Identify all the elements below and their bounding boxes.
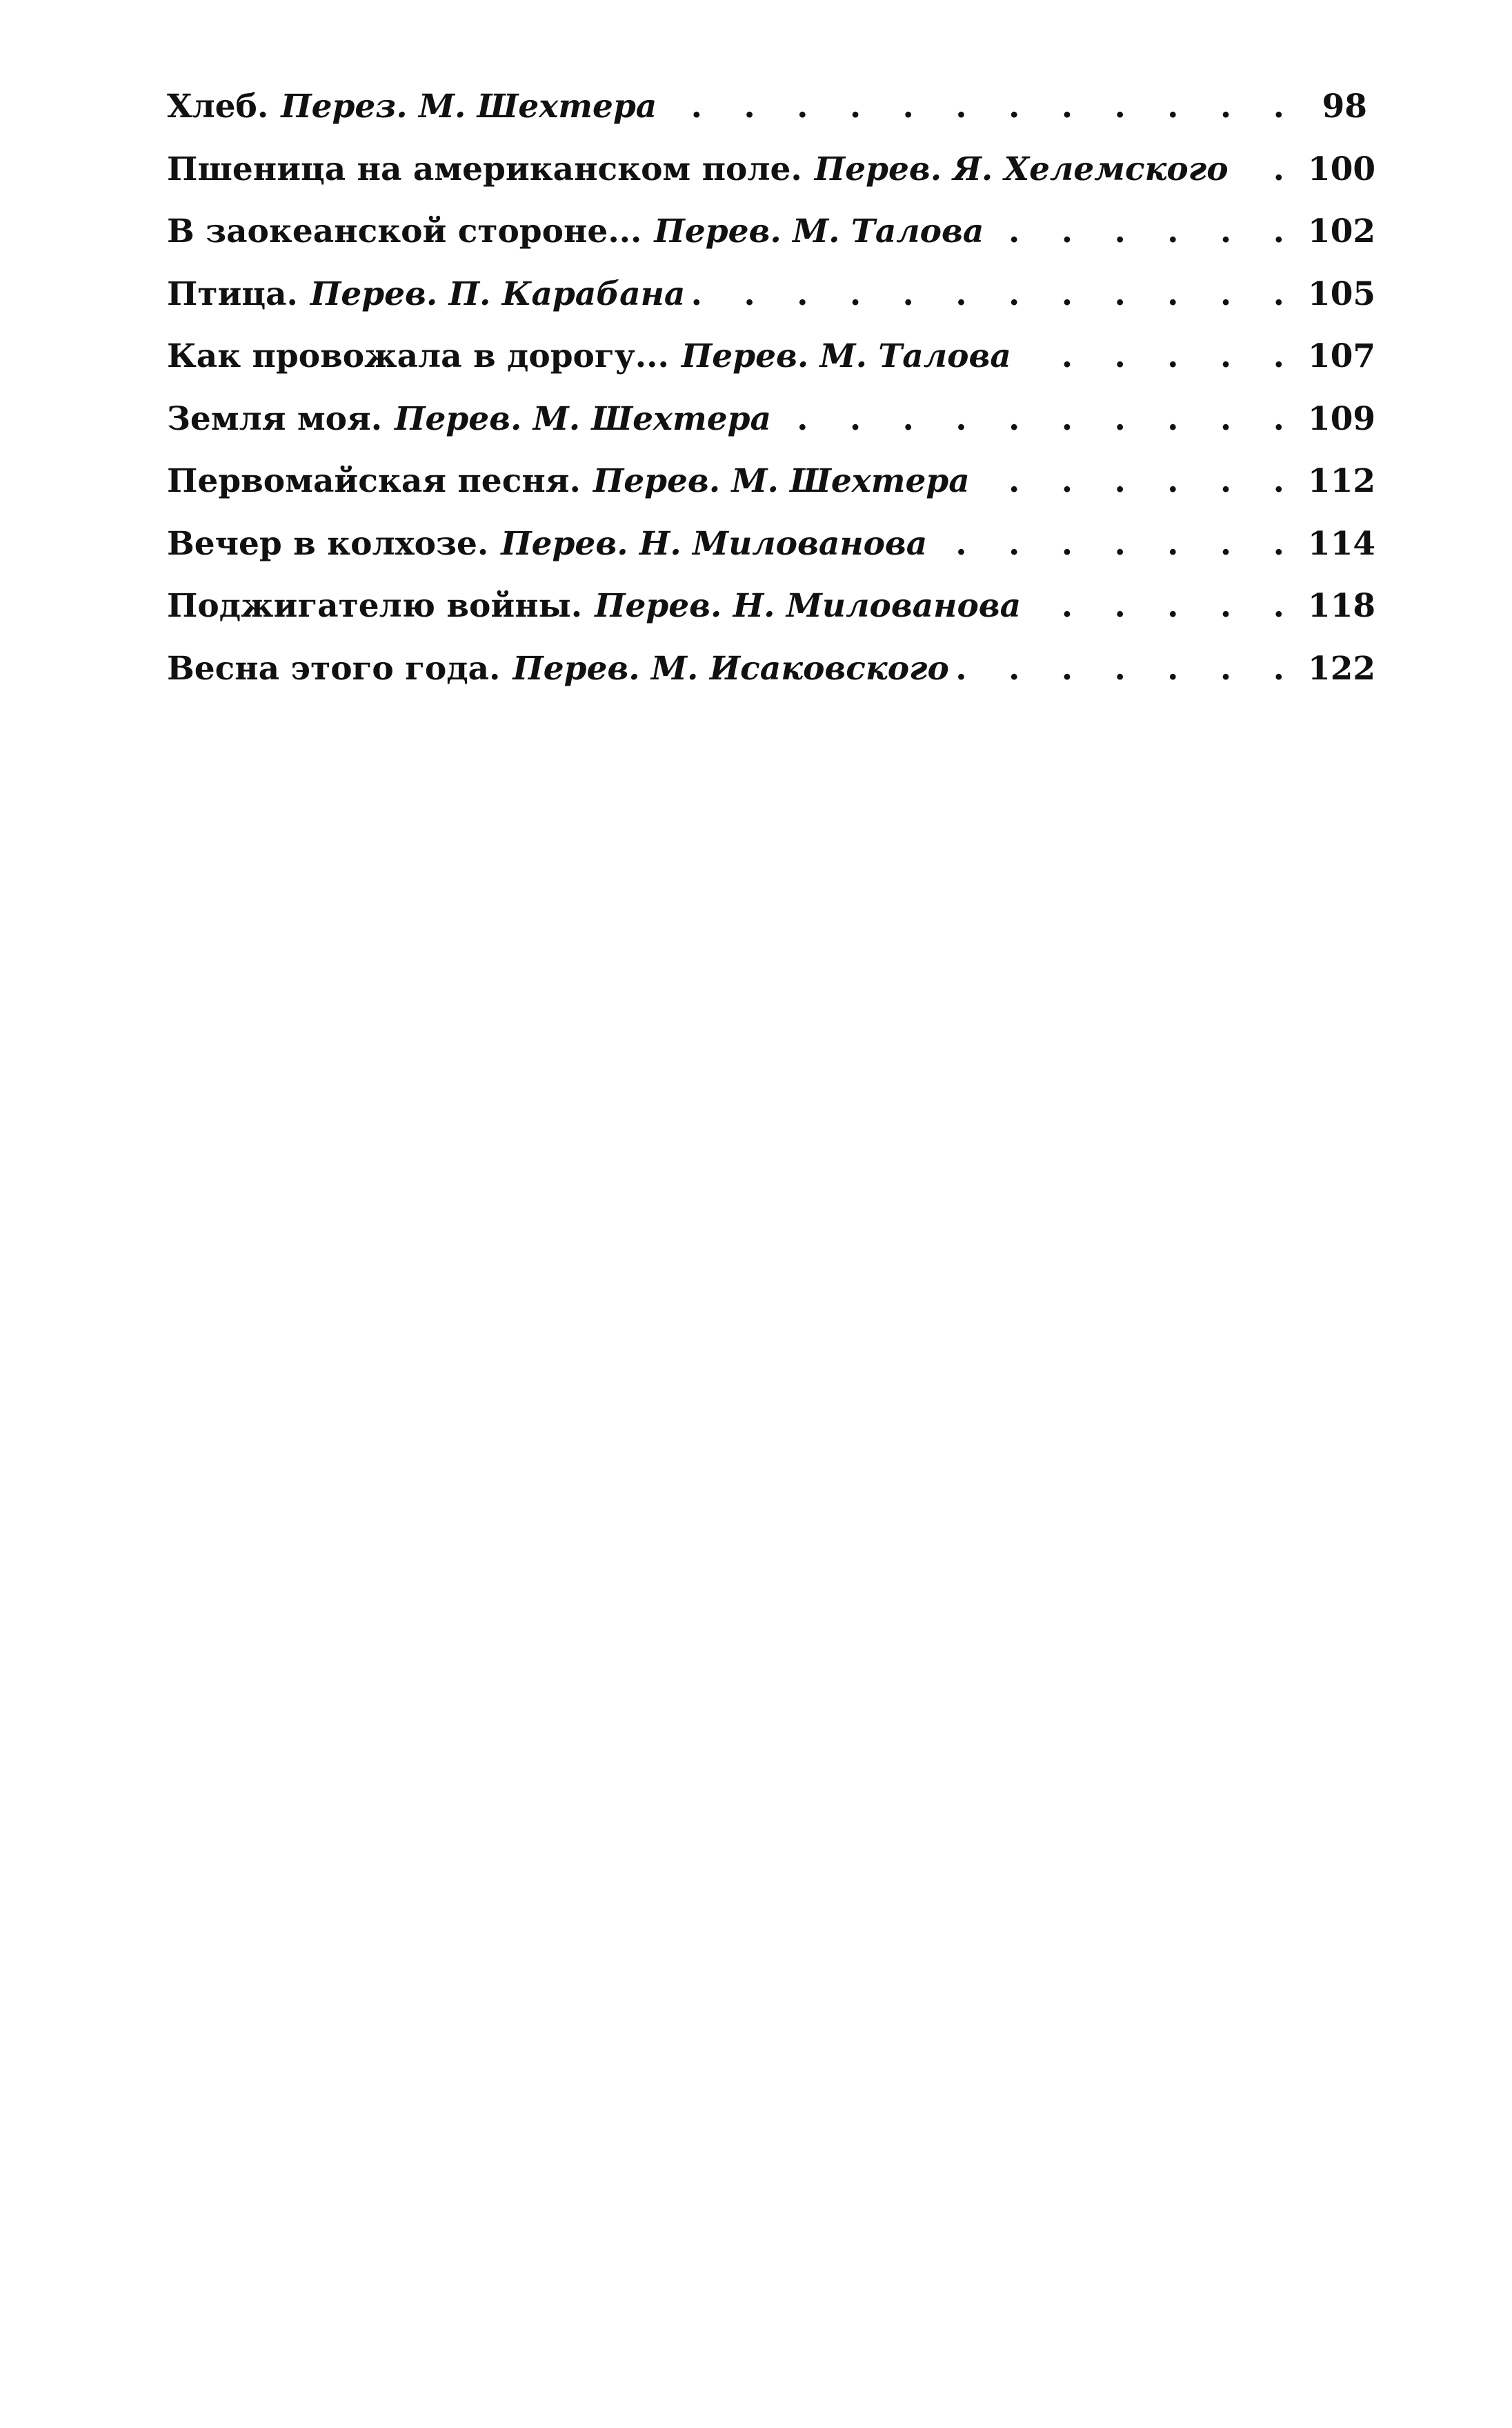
toc-entry-title: Как провожала в дорогу... bbox=[167, 337, 669, 375]
toc-entry bbox=[167, 201, 1376, 263]
toc-entry-page: 109 bbox=[1308, 399, 1376, 438]
toc-entry-page: 114 bbox=[1308, 524, 1376, 563]
table-of-contents bbox=[167, 76, 1376, 700]
toc-entry bbox=[167, 513, 1376, 576]
toc-entry-page: 107 bbox=[1308, 337, 1376, 375]
toc-entry-title: Вечер в колхозе. bbox=[167, 524, 489, 563]
dot-leader bbox=[957, 638, 1300, 701]
toc-entry bbox=[167, 388, 1376, 451]
dot-leader bbox=[978, 450, 1300, 513]
toc-entry bbox=[167, 450, 1376, 513]
toc-entry-page: 98 bbox=[1322, 88, 1367, 126]
toc-entry-title: В заокеанской стороне... bbox=[167, 212, 642, 250]
toc-entry bbox=[167, 139, 1376, 201]
toc-entry-translator: Перев. Н. Милованова bbox=[501, 524, 928, 563]
toc-entry-title: Первомайская песня. bbox=[167, 462, 581, 500]
dot-leader bbox=[935, 513, 1300, 576]
toc-entry-translator: Перев. М. Талова bbox=[681, 337, 1011, 375]
dot-leader bbox=[1029, 575, 1300, 638]
dot-leader bbox=[1019, 326, 1300, 388]
toc-entry-title: Пшеница на американском поле. bbox=[167, 150, 802, 188]
toc-entry-translator: Перев. М. Шехтера bbox=[593, 462, 970, 500]
toc-entry-translator: Перев. М. Шехтера bbox=[395, 399, 772, 438]
toc-entry bbox=[167, 575, 1376, 638]
dot-leader bbox=[693, 263, 1300, 326]
toc-entry-page: 100 bbox=[1308, 150, 1376, 188]
dot-leader bbox=[665, 76, 1300, 139]
toc-entry-page: 118 bbox=[1308, 587, 1376, 625]
dot-leader bbox=[779, 388, 1300, 451]
toc-entry-page: 105 bbox=[1308, 275, 1376, 313]
toc-entry-title: Весна этого года. bbox=[167, 649, 501, 688]
toc-entry-title: Земля моя. bbox=[167, 399, 383, 438]
toc-entry bbox=[167, 263, 1376, 326]
toc-entry-translator: Перез. М. Шехтера bbox=[281, 88, 657, 126]
toc-entry-translator: Перев. П. Карабана bbox=[310, 275, 686, 313]
toc-entry-title: Поджигателю войны. bbox=[167, 587, 583, 625]
toc-entry-translator: Перев. М. Исаковского bbox=[513, 649, 949, 688]
dot-leader bbox=[1237, 139, 1300, 201]
toc-entry-translator: Перев. М. Талова bbox=[654, 212, 984, 250]
dot-leader bbox=[992, 201, 1300, 263]
toc-entry-translator: Перев. Н. Милованова bbox=[595, 587, 1022, 625]
toc-entry-page: 102 bbox=[1308, 212, 1376, 250]
toc-entry-page: 112 bbox=[1308, 462, 1376, 500]
toc-entry bbox=[167, 638, 1376, 701]
toc-entry-translator: Перев. Я. Хелемского bbox=[814, 150, 1228, 188]
toc-entry-title: Птица. bbox=[167, 275, 298, 313]
toc-entry-page: 122 bbox=[1308, 649, 1376, 688]
toc-entry bbox=[167, 326, 1376, 388]
toc-entry-title: Хлеб. bbox=[167, 88, 269, 126]
toc-entry bbox=[167, 76, 1367, 139]
